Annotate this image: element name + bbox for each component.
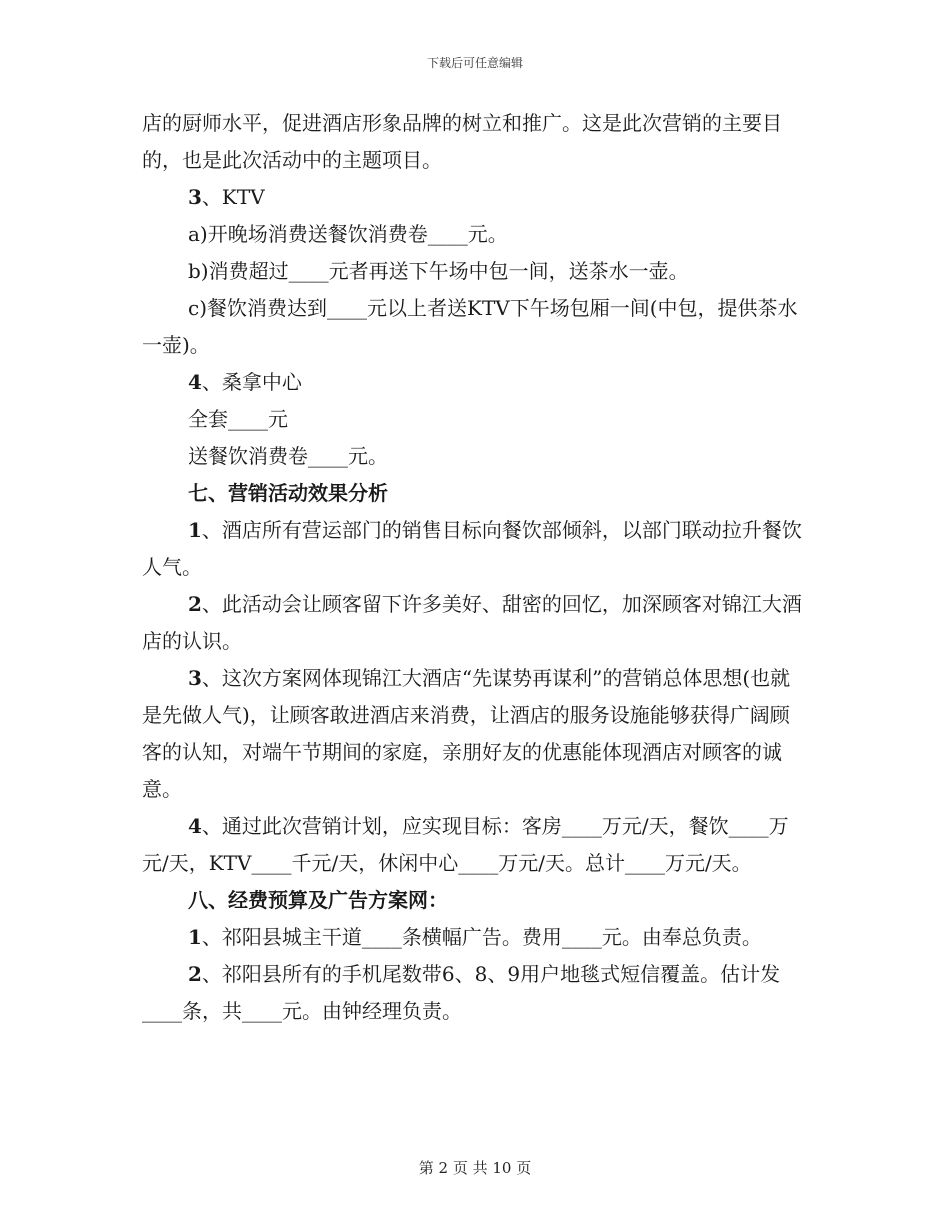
section-heading-effect-analysis: 七、营销活动效果分析 [188,481,388,505]
item-number: 4 [188,370,202,394]
item-text: 、祁阳县城主干道____条横幅广告。费用____元。由奉总负责。 [201,925,762,949]
item-number: 4 [188,814,202,838]
effect-item-1 [142,512,804,586]
ktv-option-a: a)开晚场消费送餐饮消费卷____元。 [188,222,508,246]
document-body [142,105,804,1030]
section-heading-budget: 八、经费预算及广告方案网： [188,888,448,912]
item-number: 1 [188,925,202,949]
effect-item-4 [142,808,804,882]
item-text: 、桑拿中心 [201,370,302,394]
item-text: 、此活动会让顾客留下许多美好、甜密的回忆，加深顾客对锦江大酒店的认识。 [142,592,802,653]
page-footer: 第 2 页 共 10 页 [418,1159,532,1177]
sauna-full-set: 全套____元 [188,407,288,431]
effect-item-3 [142,660,804,808]
effect-item-2 [142,586,804,660]
item-text: 、酒店所有营运部门的销售目标向餐饮部倾斜，以部门联动拉升餐饮人气。 [142,518,802,579]
item-text: 、这次方案网体现锦江大酒店“先谋势再谋利”的营销总体思想(也就是先做人气)，让顾客敢进酒店来消费，让酒店的服务设施能够获得广阔顾客的认知，对端午节期间的家庭，亲朋好友的优惠能体现酒店对顾客的诚意。 [142,666,791,801]
paragraph-continued: 店的厨师水平，促进酒店形象品牌的树立和推广。这是此次营销的主要目的，也是此次活动中的主题项目。 [142,111,782,172]
item-number: 2 [188,592,202,616]
ktv-option-c: c)餐饮消费达到____元以上者送KTV下午场包厢一间(中包，提供茶水一壶)。 [142,296,798,357]
page-header: 下载后可任意编辑 [426,56,523,70]
budget-item-1 [142,919,804,956]
item-number: 1 [188,518,202,542]
item-sauna [142,364,804,401]
item-text: 、KTV [201,185,265,209]
sauna-voucher: 送餐饮消费卷____元。 [188,444,388,468]
ktv-option-b: b)消费超过____元者再送下午场中包一间，送茶水一壶。 [188,259,689,283]
item-ktv [142,179,804,216]
budget-item-2 [142,956,804,1030]
item-text: 、通过此次营销计划，应实现目标：客房____万元/天，餐饮____万元/天，KTV____千元/天，休闲中心____万元/天。总计____万元/天。 [142,814,789,875]
item-text: 、祁阳县所有的手机尾数带6、8、9用户地毯式短信覆盖。估计发____条，共____元。由钟经理负责。 [142,962,781,1023]
item-number: 3 [188,666,202,690]
item-number: 3 [188,185,202,209]
item-number: 2 [188,962,202,986]
